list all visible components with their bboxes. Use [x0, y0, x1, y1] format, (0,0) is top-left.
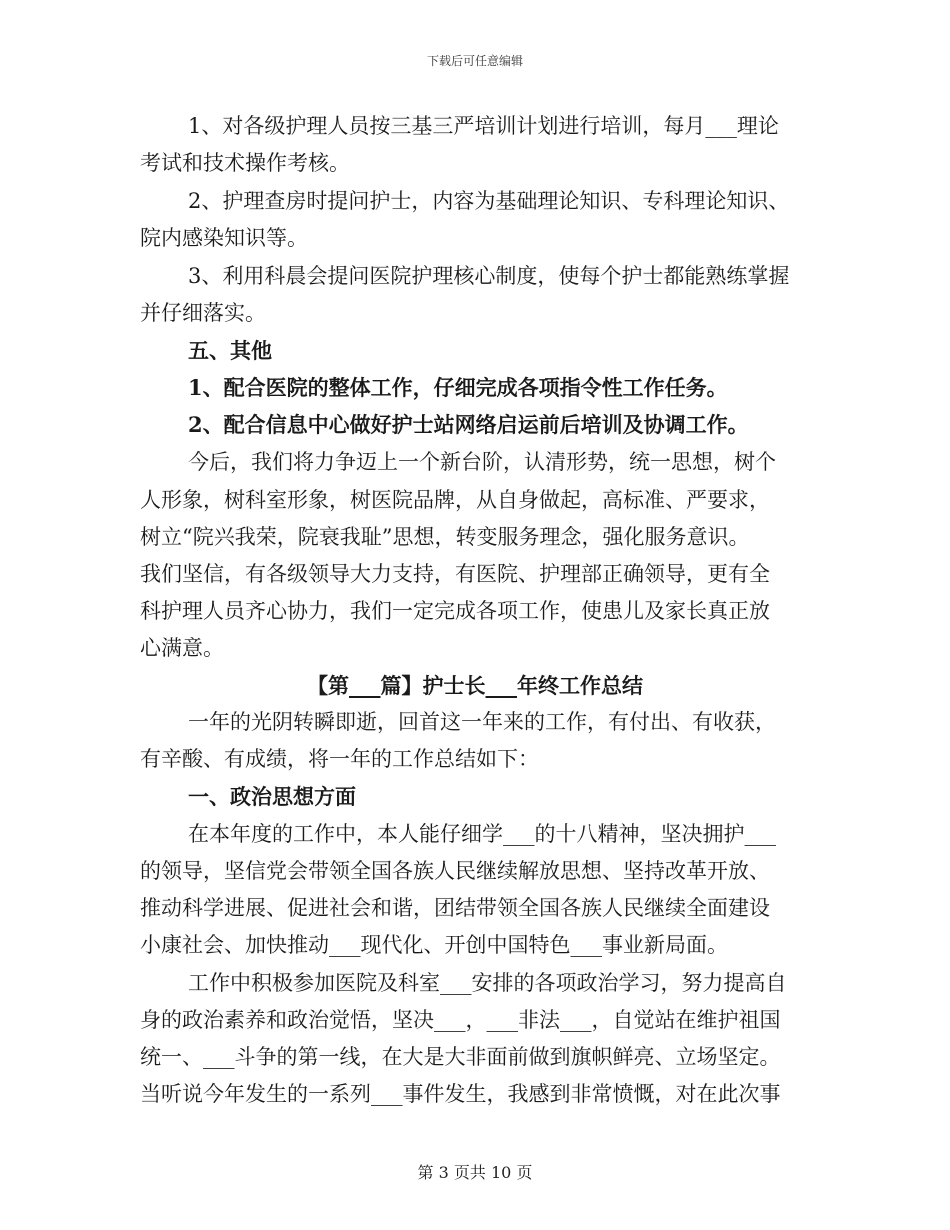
article-title: 【第___篇】护士长___年终工作总结 — [307, 673, 643, 698]
paragraph-line: 3、利用科晨会提问医院护理核心制度，使每个护士都能熟练掌握 — [188, 264, 790, 288]
paragraph-line: 一年的光阴转瞬即逝，回首这一年来的工作，有付出、有收获， — [188, 710, 776, 734]
paragraph-line: 统一、___斗争的第一线，在大是大非面前做到旗帜鲜亮、立场坚定。 — [140, 1045, 781, 1069]
paragraph-line: 树立“院兴我荣，院衰我耻”思想，转变服务理念，强化服务意识。 — [140, 525, 750, 549]
paragraph-line: 有辛酸、有成绩，将一年的工作总结如下： — [140, 747, 539, 771]
paragraph-line: 推动科学进展、促进社会和谐，团结带领全国各族人民继续全面建设 — [140, 896, 770, 920]
paragraph-line: 在本年度的工作中，本人能仔细学___的十八精神，坚决拥护___ — [188, 822, 776, 846]
page-header: 下载后可任意编辑 — [426, 54, 523, 68]
paragraph-line: 工作中积极参加医院及科室___安排的各项政治学习，努力提高自 — [188, 971, 787, 995]
section-heading: 五、其他 — [188, 338, 272, 363]
paragraph-line: 小康社会、加快推动___现代化、开创中国特色___事业新局面。 — [140, 933, 728, 957]
paragraph-line: 今后，我们将力争迈上一个新台阶，认清形势，统一思想，树个 — [188, 450, 776, 474]
paragraph-line: 院内感染知识等。 — [140, 226, 308, 250]
paragraph-line: 身的政治素养和政治觉悟，坚决___，___非法___，自觉站在维护祖国 — [140, 1008, 781, 1032]
paragraph-line: 的领导，坚信党会带领全国各族人民继续解放思想、坚持改革开放、 — [140, 859, 770, 883]
paragraph-line: 科护理人员齐心协力，我们一定完成各项工作，使患儿及家长真正放 — [140, 599, 770, 623]
paragraph-line: 我们坚信，有各级领导大力支持，有医院、护理部正确领导，更有全 — [140, 562, 770, 586]
paragraph-line: 2、护理查房时提问护士，内容为基础理论知识、专科理论知识、 — [188, 189, 790, 213]
paragraph-line: 人形象，树科室形象，树医院品牌，从自身做起，高标准、严要求， — [140, 488, 770, 512]
section-heading: 一、政治思想方面 — [188, 784, 356, 809]
paragraph-line: 考试和技术操作考核。 — [140, 151, 350, 175]
paragraph-line: 当听说今年发生的一系列___事件发生，我感到非常愤慨，对在此次事 — [140, 1082, 781, 1106]
bold-item: 2、配合信息中心做好护士站网络启运前后培训及协调工作。 — [188, 412, 749, 437]
paragraph-line: 心满意。 — [140, 636, 224, 660]
bold-item: 1、配合医院的整体工作，仔细完成各项指令性工作任务。 — [188, 375, 728, 400]
paragraph-line: 1、对各级护理人员按三基三严培训计划进行培训，每月___理论 — [188, 114, 779, 138]
page-footer: 第 3 页共 10 页 — [417, 1163, 533, 1182]
paragraph-line: 并仔细落实。 — [140, 301, 266, 325]
